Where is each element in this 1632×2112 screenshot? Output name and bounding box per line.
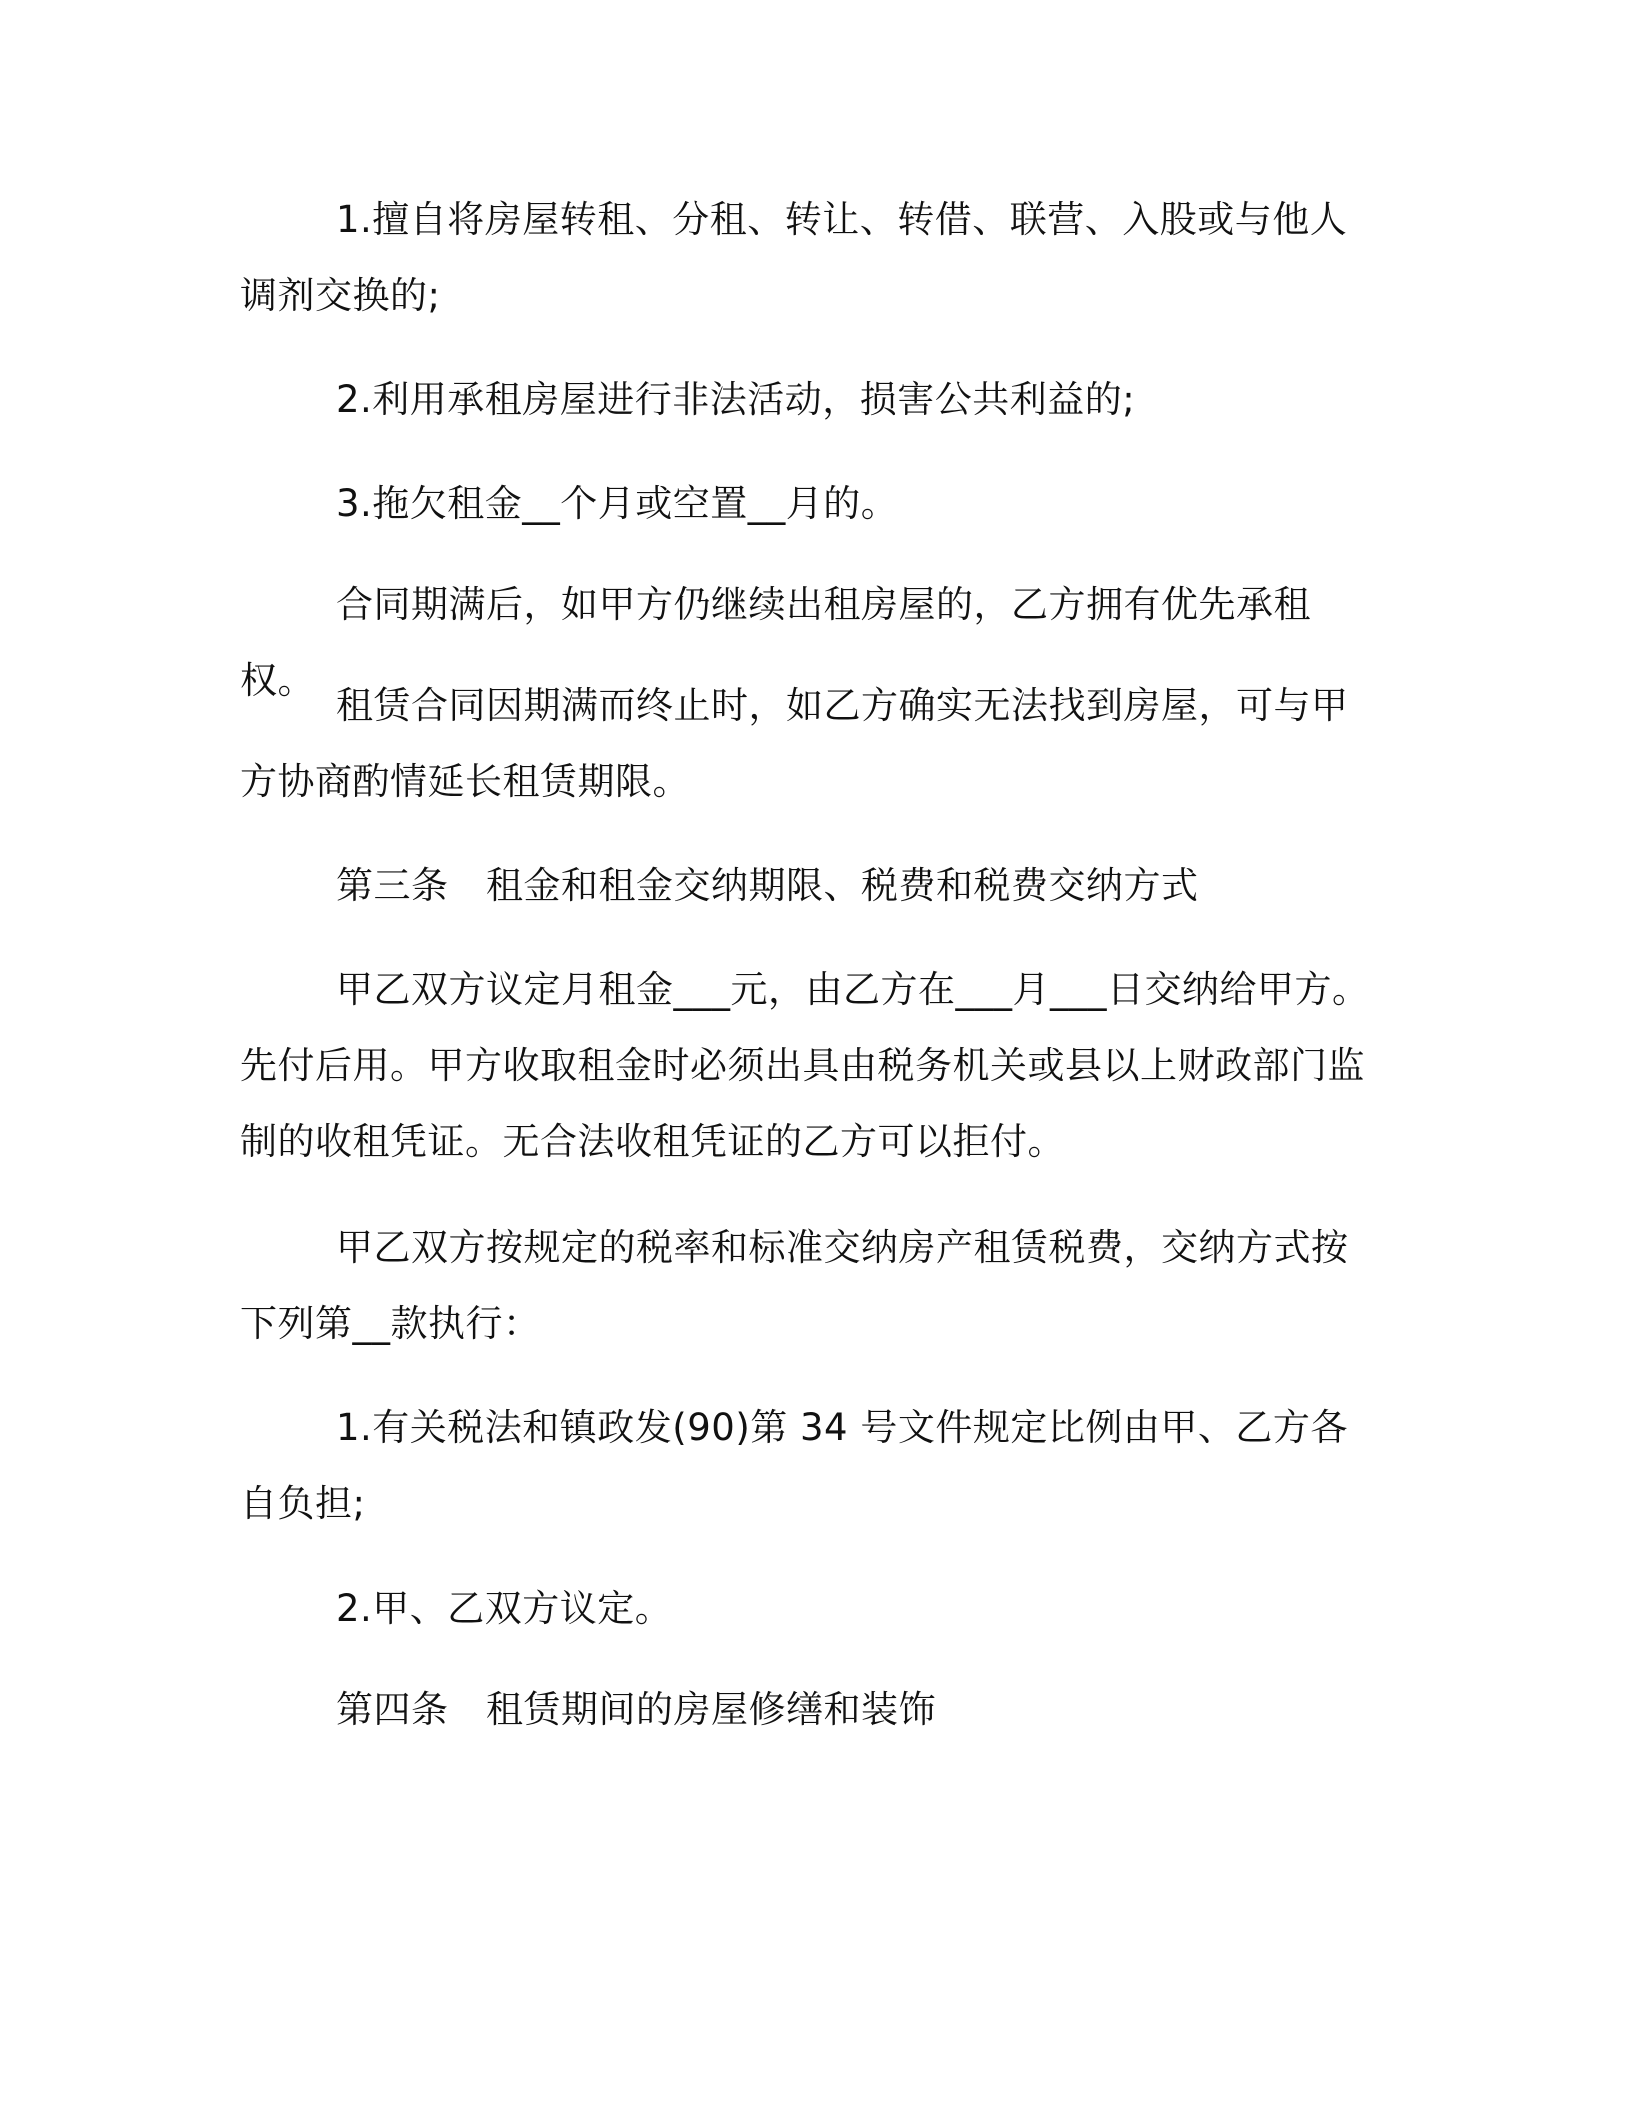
paragraph-priority-lease: 合同期满后，如甲方仍继续出租房屋的，乙方拥有优先承租权。 bbox=[240, 583, 1311, 702]
paragraph-rent-payment: 甲乙双方议定月租金___元，由乙方在___月___日交纳给甲方。先付后用。甲方收取租金时必须出具由税务机关或县以上财政部门监制的收租凭证。无合法收租凭证的乙方可以拒付。 bbox=[240, 968, 1370, 1163]
paragraph-lease-extension: 租赁合同因期满而终止时，如乙方确实无法找到房屋，可与甲方协商酌情延长租赁期限。 bbox=[240, 684, 1349, 803]
tax-option-1: 1.有关税法和镇政发(90)第 34 号文件规定比例由甲、乙方各自负担; bbox=[240, 1406, 1348, 1525]
article-3-heading: 第三条 租金和租金交纳期限、税费和税费交纳方式 bbox=[336, 864, 1199, 907]
clause-item-3: 3.拖欠租金__个月或空置__月的。 bbox=[336, 482, 899, 525]
clause-item-1: 1.擅自将房屋转租、分租、转让、转借、联营、入股或与他人调剂交换的; bbox=[240, 198, 1348, 317]
tax-option-2: 2.甲、乙双方议定。 bbox=[336, 1587, 673, 1630]
article-4-heading: 第四条 租赁期间的房屋修缮和装饰 bbox=[336, 1688, 936, 1731]
clause-item-2: 2.利用承租房屋进行非法活动，损害公共利益的; bbox=[336, 378, 1136, 421]
paragraph-tax-payment: 甲乙双方按规定的税率和标准交纳房产租赁税费，交纳方式按下列第__款执行： bbox=[240, 1226, 1349, 1345]
